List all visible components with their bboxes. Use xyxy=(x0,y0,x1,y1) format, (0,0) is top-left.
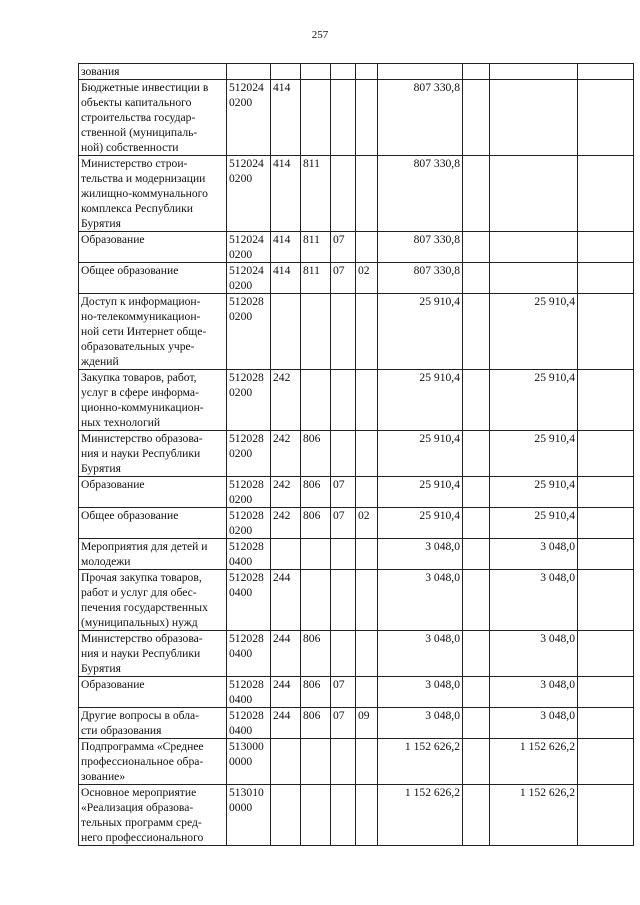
cell-total-amount: 3 048,0 xyxy=(378,631,463,677)
table-row xyxy=(79,64,634,80)
table-row xyxy=(79,739,634,785)
cell-section xyxy=(331,294,356,370)
cell-section xyxy=(331,570,356,631)
cell-section: 07 xyxy=(331,232,356,263)
cell-ministry-code xyxy=(301,539,331,570)
cell-target-code: 512024 0200 xyxy=(227,156,271,232)
cell-subsection xyxy=(356,539,378,570)
cell-ministry-code: 806 xyxy=(301,631,331,677)
cell-expense-type xyxy=(271,539,301,570)
cell-section xyxy=(331,785,356,846)
cell-section: 07 xyxy=(331,508,356,539)
cell-total-amount: 25 910,4 xyxy=(378,370,463,431)
cell-ministry-code xyxy=(301,80,331,156)
cell-expense-type: 414 xyxy=(271,232,301,263)
cell-subsection xyxy=(356,80,378,156)
cell-target-code: 513000 0000 xyxy=(227,739,271,785)
cell-target-code: 512028 0200 xyxy=(227,431,271,477)
cell-subsection xyxy=(356,294,378,370)
cell-subsection xyxy=(356,64,378,80)
cell-amount: 1 152 626,2 xyxy=(490,785,578,846)
cell-empty xyxy=(578,477,634,508)
cell-empty xyxy=(578,156,634,232)
cell-name: Общее образование xyxy=(79,508,227,539)
cell-expense-type: 242 xyxy=(271,431,301,477)
cell-expense-type xyxy=(271,739,301,785)
cell-total-amount: 807 330,8 xyxy=(378,156,463,232)
cell-expense-type xyxy=(271,294,301,370)
cell-expense-type: 244 xyxy=(271,631,301,677)
cell-empty xyxy=(463,631,490,677)
cell-name: Основное мероприятие «Реализация образова- тельных программ сред- него профессионального xyxy=(79,785,227,846)
cell-amount: 3 048,0 xyxy=(490,570,578,631)
table-row xyxy=(79,677,634,708)
cell-target-code: 512028 0200 xyxy=(227,477,271,508)
cell-section: 07 xyxy=(331,477,356,508)
cell-ministry-code: 806 xyxy=(301,508,331,539)
cell-empty xyxy=(463,80,490,156)
cell-empty xyxy=(463,508,490,539)
cell-empty xyxy=(578,232,634,263)
cell-empty xyxy=(578,631,634,677)
cell-ministry-code xyxy=(301,294,331,370)
cell-name: Другие вопросы в обла- сти образования xyxy=(79,708,227,739)
cell-empty xyxy=(578,431,634,477)
cell-empty xyxy=(463,785,490,846)
cell-amount: 3 048,0 xyxy=(490,631,578,677)
cell-total-amount: 807 330,8 xyxy=(378,263,463,294)
cell-subsection xyxy=(356,785,378,846)
cell-total-amount: 807 330,8 xyxy=(378,232,463,263)
cell-ministry-code: 806 xyxy=(301,477,331,508)
cell-target-code: 512028 0400 xyxy=(227,631,271,677)
cell-name: Доступ к информацион- но-телекоммуникацион- ной сети Интернет обще- образовательных учре- ждений xyxy=(79,294,227,370)
cell-total-amount: 25 910,4 xyxy=(378,477,463,508)
cell-expense-type: 244 xyxy=(271,677,301,708)
cell-ministry-code xyxy=(301,739,331,785)
cell-amount: 3 048,0 xyxy=(490,708,578,739)
cell-amount xyxy=(490,156,578,232)
cell-subsection: 09 xyxy=(356,708,378,739)
cell-name: Прочая закупка товаров, работ и услуг для обес- печения государственных (муниципальных) нужд xyxy=(79,570,227,631)
cell-ministry-code xyxy=(301,370,331,431)
cell-ministry-code: 811 xyxy=(301,232,331,263)
cell-amount: 25 910,4 xyxy=(490,508,578,539)
cell-empty xyxy=(463,539,490,570)
cell-amount: 25 910,4 xyxy=(490,294,578,370)
cell-target-code: 512028 0400 xyxy=(227,708,271,739)
table-row xyxy=(79,294,634,370)
cell-empty xyxy=(463,294,490,370)
cell-expense-type: 242 xyxy=(271,370,301,431)
cell-section xyxy=(331,156,356,232)
cell-total-amount: 3 048,0 xyxy=(378,570,463,631)
cell-subsection xyxy=(356,431,378,477)
cell-total-amount: 25 910,4 xyxy=(378,294,463,370)
cell-subsection xyxy=(356,631,378,677)
cell-section xyxy=(331,431,356,477)
cell-expense-type: 244 xyxy=(271,570,301,631)
cell-expense-type: 244 xyxy=(271,708,301,739)
cell-section xyxy=(331,64,356,80)
cell-target-code: 512028 0400 xyxy=(227,570,271,631)
budget-table xyxy=(78,63,634,846)
table-body xyxy=(79,64,634,846)
cell-section: 07 xyxy=(331,708,356,739)
cell-target-code: 512024 0200 xyxy=(227,232,271,263)
cell-empty xyxy=(578,539,634,570)
cell-name: Закупка товаров, работ, услуг в сфере информа- ционно-коммуникацион- ных технологий xyxy=(79,370,227,431)
cell-empty xyxy=(463,64,490,80)
cell-target-code: 513010 0000 xyxy=(227,785,271,846)
table-row xyxy=(79,80,634,156)
table-row xyxy=(79,708,634,739)
cell-subsection xyxy=(356,477,378,508)
cell-subsection xyxy=(356,156,378,232)
cell-empty xyxy=(578,785,634,846)
cell-total-amount: 3 048,0 xyxy=(378,539,463,570)
cell-amount: 3 048,0 xyxy=(490,539,578,570)
cell-empty xyxy=(578,294,634,370)
cell-target-code: 512028 0200 xyxy=(227,508,271,539)
cell-total-amount: 25 910,4 xyxy=(378,431,463,477)
cell-expense-type: 414 xyxy=(271,156,301,232)
cell-empty xyxy=(463,156,490,232)
cell-ministry-code xyxy=(301,570,331,631)
cell-empty xyxy=(463,431,490,477)
cell-section xyxy=(331,539,356,570)
table-row xyxy=(79,539,634,570)
cell-empty xyxy=(578,80,634,156)
cell-name: Министерство образова- ния и науки Республики Бурятия xyxy=(79,631,227,677)
cell-amount: 1 152 626,2 xyxy=(490,739,578,785)
cell-expense-type: 414 xyxy=(271,263,301,294)
cell-empty xyxy=(578,570,634,631)
cell-empty xyxy=(463,232,490,263)
cell-target-code: 512028 0200 xyxy=(227,294,271,370)
cell-empty xyxy=(463,370,490,431)
cell-ministry-code: 806 xyxy=(301,708,331,739)
cell-name: Министерство строи- тельства и модернизации жилищно-коммунального комплекса Республики Бурятия xyxy=(79,156,227,232)
cell-empty xyxy=(463,677,490,708)
cell-expense-type xyxy=(271,64,301,80)
table-row xyxy=(79,156,634,232)
cell-ministry-code: 811 xyxy=(301,156,331,232)
cell-amount xyxy=(490,80,578,156)
cell-total-amount: 3 048,0 xyxy=(378,677,463,708)
cell-amount xyxy=(490,263,578,294)
cell-amount xyxy=(490,64,578,80)
cell-empty xyxy=(578,708,634,739)
table-row xyxy=(79,785,634,846)
cell-empty xyxy=(463,263,490,294)
cell-target-code: 512028 0400 xyxy=(227,539,271,570)
table-row xyxy=(79,263,634,294)
cell-total-amount xyxy=(378,64,463,80)
cell-expense-type: 242 xyxy=(271,477,301,508)
cell-name: Министерство образова- ния и науки Республики Бурятия xyxy=(79,431,227,477)
cell-name: Мероприятия для детей и молодежи xyxy=(79,539,227,570)
cell-section: 07 xyxy=(331,263,356,294)
cell-total-amount: 1 152 626,2 xyxy=(378,739,463,785)
cell-name: Образование xyxy=(79,232,227,263)
cell-section xyxy=(331,631,356,677)
cell-expense-type: 414 xyxy=(271,80,301,156)
cell-name: Бюджетные инвестиции в объекты капитального строительства государ- ственной (муниципаль- ной) собственности xyxy=(79,80,227,156)
cell-amount: 25 910,4 xyxy=(490,431,578,477)
table-row xyxy=(79,431,634,477)
cell-target-code: 512024 0200 xyxy=(227,80,271,156)
cell-target-code: 512024 0200 xyxy=(227,263,271,294)
cell-empty xyxy=(463,477,490,508)
cell-empty xyxy=(578,508,634,539)
cell-name: Подпрограмма «Среднее профессиональное обра- зование» xyxy=(79,739,227,785)
table-row xyxy=(79,477,634,508)
cell-amount: 25 910,4 xyxy=(490,370,578,431)
cell-amount: 3 048,0 xyxy=(490,677,578,708)
table-row xyxy=(79,232,634,263)
cell-total-amount: 25 910,4 xyxy=(378,508,463,539)
cell-ministry-code xyxy=(301,785,331,846)
cell-total-amount: 3 048,0 xyxy=(378,708,463,739)
table-row xyxy=(79,570,634,631)
cell-empty xyxy=(463,739,490,785)
cell-subsection xyxy=(356,739,378,785)
cell-empty xyxy=(578,739,634,785)
cell-subsection xyxy=(356,232,378,263)
cell-name: Образование xyxy=(79,677,227,708)
cell-ministry-code: 806 xyxy=(301,431,331,477)
cell-section xyxy=(331,739,356,785)
cell-empty xyxy=(578,263,634,294)
cell-empty xyxy=(578,677,634,708)
cell-expense-type xyxy=(271,785,301,846)
cell-section xyxy=(331,370,356,431)
cell-name: зования xyxy=(79,64,227,80)
cell-subsection xyxy=(356,570,378,631)
table-row xyxy=(79,370,634,431)
cell-name: Образование xyxy=(79,477,227,508)
cell-target-code: 512028 0400 xyxy=(227,677,271,708)
cell-ministry-code: 811 xyxy=(301,263,331,294)
cell-ministry-code: 806 xyxy=(301,677,331,708)
cell-total-amount: 1 152 626,2 xyxy=(378,785,463,846)
cell-ministry-code xyxy=(301,64,331,80)
cell-amount: 25 910,4 xyxy=(490,477,578,508)
cell-amount xyxy=(490,232,578,263)
cell-subsection xyxy=(356,677,378,708)
cell-subsection: 02 xyxy=(356,508,378,539)
cell-section: 07 xyxy=(331,677,356,708)
cell-expense-type: 242 xyxy=(271,508,301,539)
cell-empty xyxy=(578,370,634,431)
page-number: 257 xyxy=(311,29,329,41)
cell-target-code xyxy=(227,64,271,80)
cell-empty xyxy=(463,570,490,631)
cell-empty xyxy=(463,708,490,739)
cell-subsection xyxy=(356,370,378,431)
cell-total-amount: 807 330,8 xyxy=(378,80,463,156)
table-row xyxy=(79,631,634,677)
cell-name: Общее образование xyxy=(79,263,227,294)
cell-subsection: 02 xyxy=(356,263,378,294)
cell-empty xyxy=(578,64,634,80)
cell-section xyxy=(331,80,356,156)
table-row xyxy=(79,508,634,539)
cell-target-code: 512028 0200 xyxy=(227,370,271,431)
